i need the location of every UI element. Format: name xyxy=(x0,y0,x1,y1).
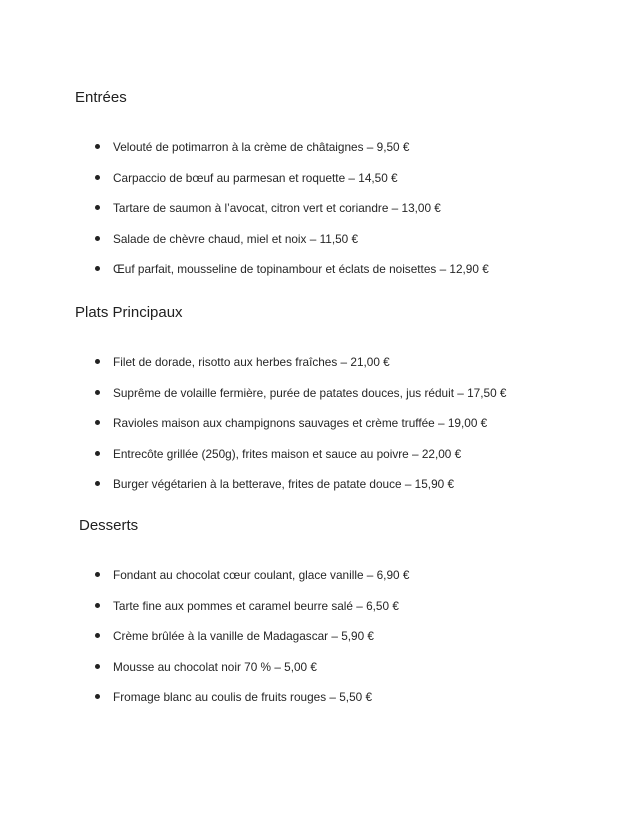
list-item-text: Suprême de volaille fermière, purée de patates douces, jus réduit – 17,50 € xyxy=(113,385,507,400)
bullet-icon xyxy=(95,633,100,638)
bullet-icon xyxy=(95,603,100,608)
list-item-text: Mousse au chocolat noir 70 % – 5,00 € xyxy=(113,659,317,674)
list-item-text: Tartare de saumon à l’avocat, citron vert et coriandre – 13,00 € xyxy=(113,201,441,215)
list-item-text: Crème brûlée à la vanille de Madagascar – 5,90 € xyxy=(113,629,374,643)
bullet-icon xyxy=(95,205,100,210)
menu-list xyxy=(95,355,506,508)
list-item-text: Fondant au chocolat cœur coulant, glace vanille – 6,90 € xyxy=(113,568,410,582)
list-item-text: Entrecôte grillée (250g), frites maison et sauce au poivre – 22,00 € xyxy=(113,446,462,461)
list-item-text: Filet de dorade, risotto aux herbes fraîches – 21,00 € xyxy=(113,355,390,369)
section-plats-principaux xyxy=(75,304,507,491)
bullet-icon xyxy=(95,572,100,577)
list-item xyxy=(95,171,489,202)
list-item-text: Œuf parfait, mousseline de topinambour et éclats de noisettes – 12,90 € xyxy=(113,262,489,276)
list-item xyxy=(95,262,489,293)
bullet-icon xyxy=(95,266,100,271)
list-item xyxy=(95,629,409,660)
list-item xyxy=(95,386,506,417)
menu-list xyxy=(95,568,409,721)
list-item xyxy=(95,447,506,478)
section-heading: Plats Principaux xyxy=(75,304,183,321)
list-item xyxy=(95,660,409,691)
section-heading: Desserts xyxy=(79,517,139,534)
bullet-icon xyxy=(95,144,100,149)
list-item-text: Burger végétarien à la betterave, frites de patate douce – 15,90 € xyxy=(113,477,455,491)
section-desserts xyxy=(79,517,410,704)
menu-list xyxy=(95,140,489,293)
list-item xyxy=(95,690,409,721)
list-item xyxy=(95,201,489,232)
list-item-text: Ravioles maison aux champignons sauvages et crème truffée – 19,00 € xyxy=(113,416,488,430)
bullet-icon xyxy=(95,390,100,395)
list-item xyxy=(95,232,489,263)
list-item-text: Salade de chèvre chaud, miel et noix – 11,50 € xyxy=(113,231,359,246)
list-item-text: Carpaccio de bœuf au parmesan et roquette – 14,50 € xyxy=(113,170,398,185)
list-item xyxy=(95,416,506,447)
list-item xyxy=(95,355,506,386)
list-item-text: Tarte fine aux pommes et caramel beurre salé – 6,50 € xyxy=(113,598,399,613)
list-item-text: Velouté de potimarron à la crème de châtaignes – 9,50 € xyxy=(113,140,410,154)
list-item xyxy=(95,140,489,171)
list-item xyxy=(95,568,409,599)
bullet-icon xyxy=(95,175,100,180)
list-item xyxy=(95,599,409,630)
section-heading: Entrées xyxy=(75,89,127,106)
bullet-icon xyxy=(95,481,100,486)
list-item xyxy=(95,477,506,508)
bullet-icon xyxy=(95,451,100,456)
bullet-icon xyxy=(95,420,100,425)
bullet-icon xyxy=(95,664,100,669)
bullet-icon xyxy=(95,694,100,699)
bullet-icon xyxy=(95,236,100,241)
bullet-icon xyxy=(95,359,100,364)
section-entrees xyxy=(75,89,489,276)
list-item-text: Fromage blanc au coulis de fruits rouges – 5,50 € xyxy=(113,690,373,704)
